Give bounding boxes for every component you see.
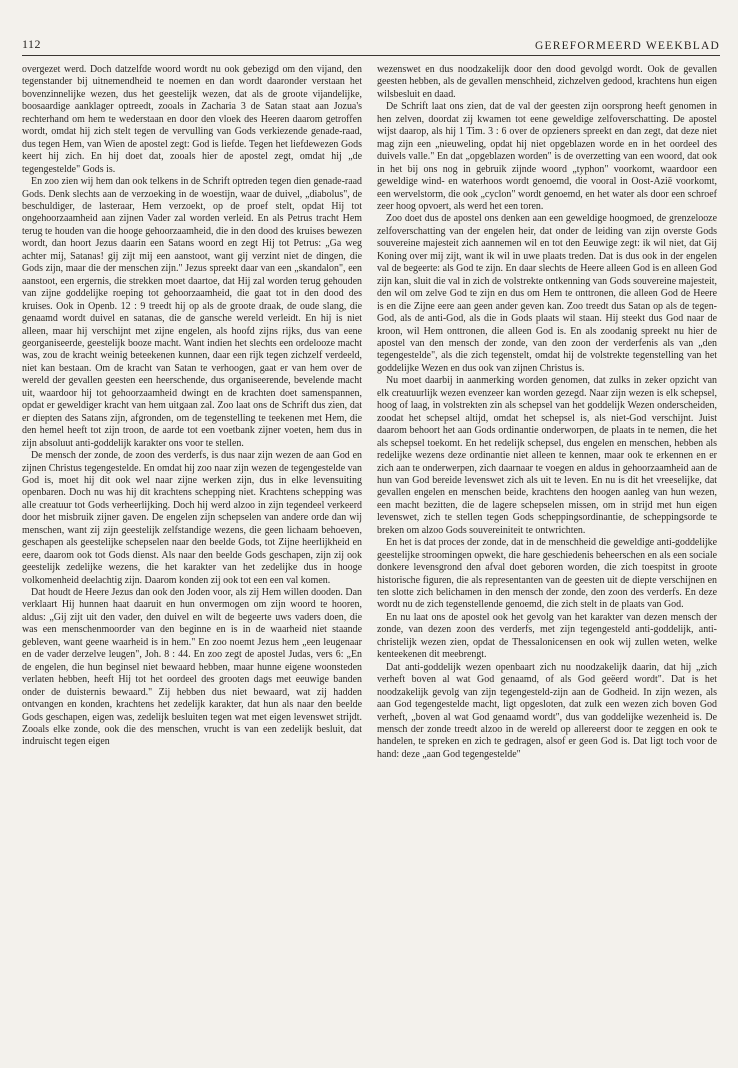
running-title: GEREFORMEERD WEEKBLAD	[534, 40, 720, 52]
paragraph: Nu moet daarbij in aanmerking worden genomen, dat zulks in zeker opzicht van elk creatuurlijk wezen evenzeer kan worden gezegd. Naar zijn wezen is elk schepsel, hoog of laag, in volstrekten zin als schepsel van het goddelijk Wezen onderscheiden, zoodat het schepsel altijd, omdat het schepsel is, als niet-God verschijnt. Juist daarom behoort het aan Gods ordinantie onderworpen, de plaats in te nemen, die het als schepsel toekomt. En het redelijk schepsel, dus engelen en menschen, hebben als redelijke wezens deze ordinantie niet alleen te kennen, maar ook te erkennen en er zich aan te onderwerpen, zich daarnaar te voegen en aldus in gehoorzaamheid aan de hun van God bereide levenswet zich als uit te leven. En nu is dit het vreeselijke, dat gevallen engelen en menschen beide, krachtens den hoogen aanleg van hun wezen, een macht bezitten, die de lagere schepselen missen, om in strijd met hun eigen levenswet, zich te stellen tegen Gods scheppingsordinantie, de scheppingsorde te breken om alzoo Gods souvereiniteit te ontwrichten.	[377, 375, 717, 536]
text-column-right	[377, 64, 717, 1044]
paragraph: En nu laat ons de apostel ook het gevolg van het karakter van dezen mensch der zonde, van dezen zoon des verderfs, met zijn tegengesteld anti-goddelijk, anti-christelijk wezen zien, opdat de Thessalonicensen en ook wij zullen weten, welke kenteekenen dit meebrengt.	[377, 611, 717, 661]
paragraph: wezenswet en dus noodzakelijk door den dood gevolgd wordt. Ook de gevallen geesten hebben, als de gevallen menschheid, zichzelven gedood, krachtens hun eigen wilsbesluit en daad.	[377, 64, 717, 100]
paragraph: overgezet werd. Doch datzelfde woord wordt nu ook gebezigd om den vijand, den tegenstander bij uitnemendheid te noemen en dan wordt daaronder verstaan het bovenzinnelijke wezen, dus het geestelijk wezen, dat als de groote vijandelijke, boosaardige aanklager optreedt, zooals in Zacharia 3 de Satan staat aan Jozua's rechterhand om hem te wederstaan en door den vloek des Heeren daarom getroffen wordt, omdat hij zich stelt tegen de vervulling van Gods verkiezende genade-raad, dus tegen Hem, van Wien de apostel zegt: God is liefde. Tegen het liefdewezen Gods keert hij zich. En hij doet dat, zooals hier de apostel zegt, omdat hij „de tegengestelde" Gods is.	[22, 64, 362, 175]
paragraph: De Schrift laat ons zien, dat de val der geesten zijn oorsprong heeft genomen in hen zelven, doordat zij kwamen tot eene geweldige zelfoverschatting. De apostel wijst daarop, als hij 1 Tim. 3 : 6 over de opzieners spreekt en dan zegt, dat deze niet mag zijn een „nieuweling, opdat hij niet opgeblazen worde en in het oordeel des duivels valle." En dat „opgeblazen worden" is de overzetting van een woord, dat ook in het bij ons nog in gebruik zijnde woord „typhon" voorkomt, waardoor een geweldige wind- en waterhoos wordt genoemd, die vooral in Oost-Azië voorkomt, een wervelstorm, die ook „cyclon" wordt genoemd, en het water als door een schroef zeer hoog opvoert, als werd het een toren.	[377, 101, 717, 212]
text-column-left	[22, 64, 362, 1044]
paragraph: Dat houdt de Heere Jezus dan ook den Joden voor, als zij Hem willen dooden. Dan verklaart Hij hunnen haat daaruit en hun onvermogen om zijn woord te hooren, aldus: „Gij zijt uit den vader, den duivel en wilt de begeerte uws vaders doen, die was een menschenmoorder van den beginne en is in de waarheid niet staande gebleven, want geene waarheid is in hem." En zoo noemt Jezus hem „een leugenaar en de vader derzelve leugen", Joh. 8 : 44. En zoo zegt de apostel Judas, vers 6: „En de engelen, die hun beginsel niet bewaard hebben, maar hunne eigene woonsteden verlaten hebben, heeft Hij tot het oordeel des grooten dags met eeuwige banden onder de duisternis bewaard." Zij hebben dus niet bewaard, wat zij hadden ontvangen en konden, krachtens het zedelijk karakter, dat hun als naar den beelde Gods geschapen, eigen was, zedelijk besluiten tegen wat met eigen levenswet strijdt. Zooals elke zonde, ook die des menschen, vrucht is van een zedelijk besluit, dat indruischt tegen eigen	[22, 587, 362, 748]
paragraph: Zoo doet dus de apostel ons denken aan een geweldige hoogmoed, de grenzelooze zelfoverschatting van der engelen heir, dat onder de leiding van zijn overste Gods souvereine majesteit zich aannemen wil en tot den Eeuwige zegt: ik wil niet, dat Gij Koning over mij zijt, want ik wil in uwe plaats treden. Dat is dus ook in der engelen val de begeerte: als God te zijn. En daar slechts de Heere alleen God is en alleen God zijn kan, sluit die val in zich de volstrekte ontkenning van Gods souvereine majesteit, den wil om zelve God te zijn en dus om Hem te onttronen, die alleen God de Heere is en die Zijne eere aan geen ander geven kan. Zoo treedt dus Satan op als de tegen-God, als de anti-God, als die in Gods plaats wil staan. Hij steekt dus God naar de kroon, wil Hem onttronen, die alleen God is. En als zoodanig spreekt nu hier de apostel van den mensch der zonde, van den zoon der verderfenis als van „den tegengestelde", als die zich tegenstelt, omdat hij de volstrekte tegenstelling van het goddelijke Wezen en dus ook van zijnen Christus is.	[377, 213, 717, 374]
page-number: 112	[22, 37, 42, 51]
paragraph: En het is dat proces der zonde, dat in de menschheid die geweldige anti-goddelijke geestelijke stroomingen opwekt, die hare geschiedenis beheerschen en als een sociale donkere levensgrond den afval doet geboren worden, die zich toespitst in groote historische figuren, die als representanten van de geesten uit de diepte verschijnen en ten slotte zich belichamen in den mensch der zonde, den zoon des verderfs. En deze wordt nu de zich tegenstellende genoemd, die zich stelt in de plaats van God.	[377, 537, 717, 611]
paragraph: De mensch der zonde, de zoon des verderfs, is dus naar zijn wezen de aan God en zijnen Christus tegengestelde. En omdat hij zoo naar zijn wezen de tegengestelde van God is, moet hij dit ook wel naar zijne werken zijn, dus in elke levensuiting openbaren. Doch nu was hij dit krachtens schepping niet. Krachtens schepping was alle creatuur tot Gods verheerlijking. Doch hij werd alzoo in zijn tegendeel verkeerd door het misbruik zijner gaven. De engelen zijn schepselen van andere orde dan wij menschen, want zij zijn geestelijk zelfstandige wezens, die geen lichaam behoeven, geschapen als geestelijke schepselen naar den beelde Gods, tot Zijne heerlijkheid en eere, daarom ook tot Gods dienst. Als naar den beelde Gods geschapen, zijn zij ook geestelijk zedelijke wezens, die het karakter van het zedelijke dus in hooge volkomenheid deelachtig zijn. Daarom konden zij ook tot een een val komen.	[22, 450, 362, 586]
paragraph: Dat anti-goddelijk wezen openbaart zich nu noodzakelijk daarin, dat hij „zich verheft boven al wat God genaamd, of als God geëerd wordt". Dat is het noodzakelijk gevolg van zijn tegengesteld-zijn aan de Godheid. In zijn wezen, als aan God tegengestelde macht, ligt opgesloten, dat zulk een wezen zich boven God verheft, „boven al wat God genaamd wordt", dus van goddelijke wezenheid is. De mensch der zonde treedt alzoo in de wereld op allereerst door te zeggen en ook te handelen, te spreken en zich te gedragen, alsof er geen God is. Dat ligt toch voor de hand: deze „aan God tegengestelde"	[377, 661, 717, 760]
paragraph: En zoo zien wij hem dan ook telkens in de Schrift optreden tegen dien genade-raad Gods. Denk slechts aan de verzoeking in de woestijn, waar de duivel, „diabolus", de beschuldiger, de lasteraar, Hem verzoekt, op de proef stelt, opdat Hij tot ongehoorzaamheid aan zijnen Vader zal worden verleid. En als Petrus tracht Hem terug te houden van die hooge gehoorzaamheid, die in den dood des kruises bewezen wordt, dan hoort Jezus daarin een Satans woord en zegt Hij tot Petrus: „Ga weg achter mij, Satanas! gij zijt mij een aanstoot, want gij verzint niet de dingen, die Gods zijn, maar die der menschen zijn." Jezus spreekt daar van een „skandalon", een aanstoot, een ergernis, die strekken moet daartoe, dat Hij zal worden terug gehouden van zijne goddelijke roeping tot gehoorzaamheid, die gaat tot in den dood des kruises. Ook in Openb. 12 : 9 treedt hij op als de groote draak, de oude slang, die genaamd wordt duivel en satanas, die de gansche wereld verleidt. En hij is niet alleen, maar hij verschijnt met zijne engelen, als hoofd zijns rijks, dus van eene georganiseerde, geestelijk booze macht. Want indien het slechts een ordelooze macht was, zou de kracht weinig beteekenen kunnen, daar een rijk tegen zichzelf verdeeld, niet kan bestaan. Om de kracht van Satan te verhoogen, gaat er van hem over de wereld der gevallen geesten een heerschende, dus organiseerende, bevelende macht uit, waardoor hij tot gehoorzaamheid dwingt en de krachten doet samenspannen, opdat er geweldiger kracht van hem uitgaan zal. Zoo laat ons de Schrift dus zien, dat er diepten des Satans zijn, afgronden, om de tegenstelling te teekenen met Hem, die den hemel heeft tot zijn troon, de aarde tot een voetbank zijner voeten, hem dus in zijn absoluut anti-goddelijk karakter ons voor te stellen.	[22, 176, 362, 449]
running-header	[22, 32, 720, 56]
